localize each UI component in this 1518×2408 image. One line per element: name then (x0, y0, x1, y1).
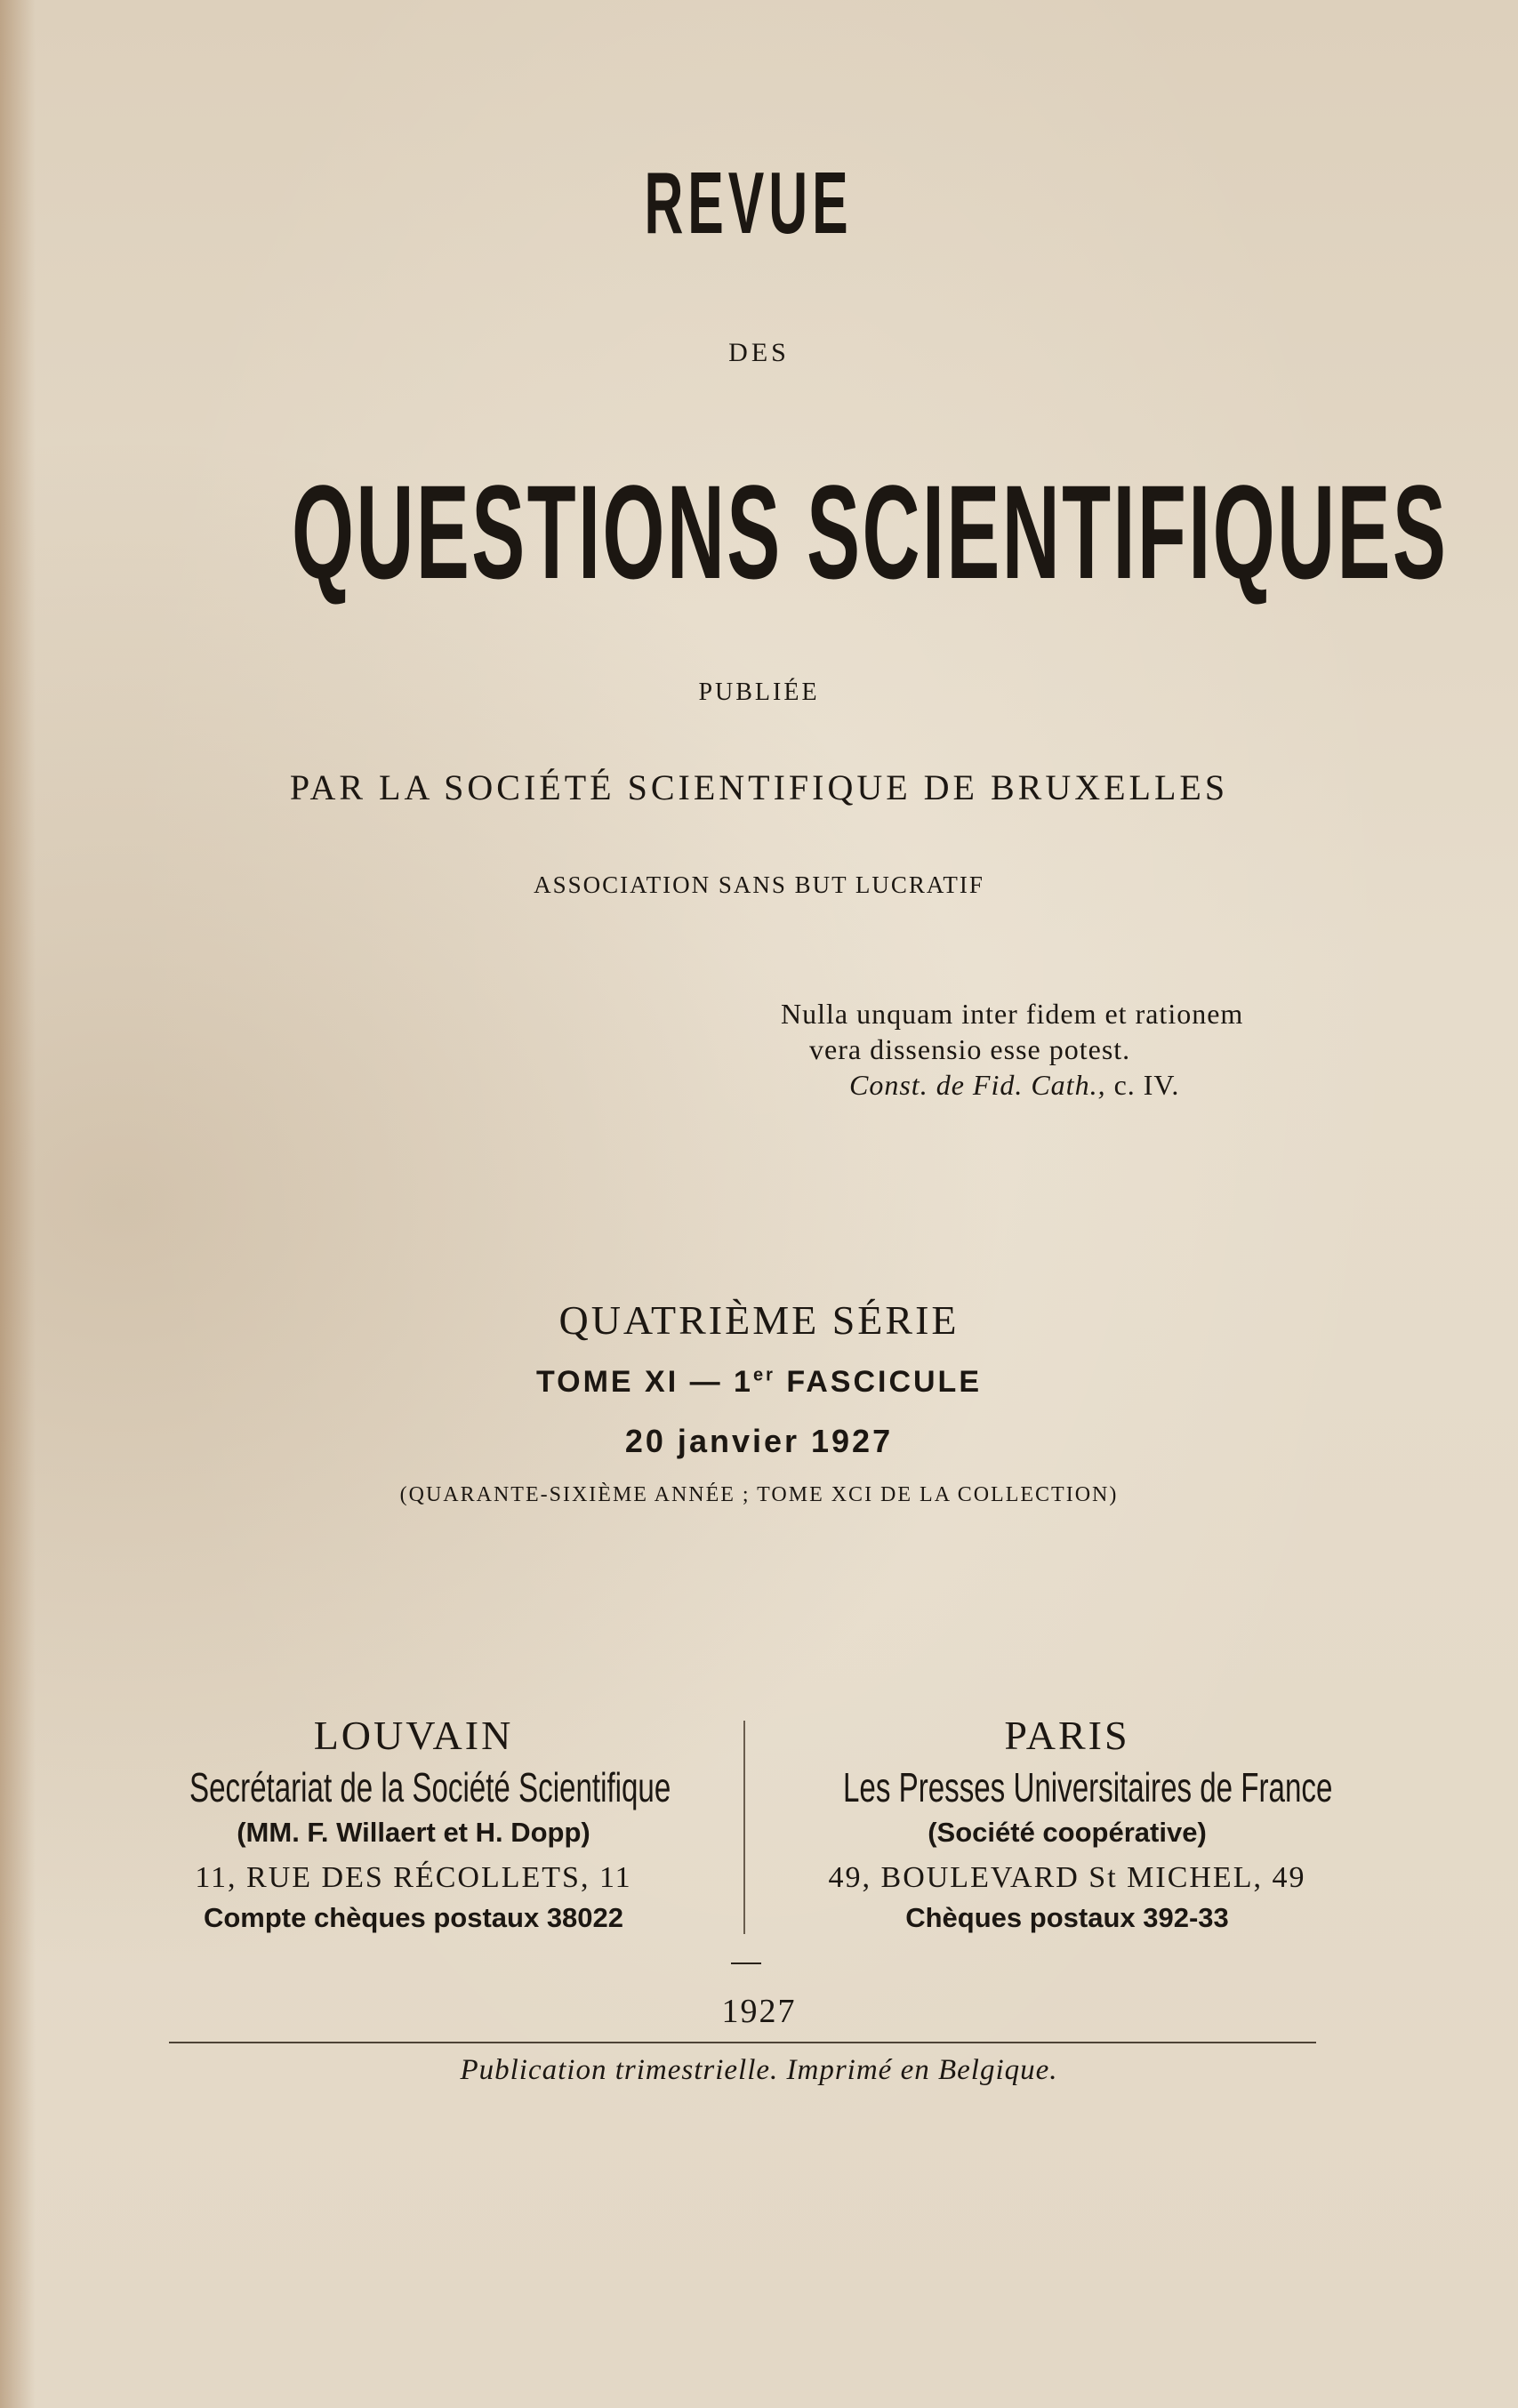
column-divider (743, 1721, 745, 1934)
tome-superscript: er (752, 1365, 775, 1385)
motto-line-1: Nulla unquam inter fidem et rationem (781, 998, 1244, 1030)
publisher-name: Les Presses Universitaires de France (843, 1764, 1333, 1810)
publisher-address: 11, RUE DES RÉCOLLETS, 11 (195, 1861, 632, 1894)
journal-title-des: DES (728, 338, 790, 367)
journal-title-revue: REVUE (644, 154, 853, 252)
publisher-line: PAR LA SOCIÉTÉ SCIENTIFIQUE DE BRUXELLES (289, 767, 1229, 807)
publisher-account: Chèques postaux 392-33 (905, 1902, 1229, 1933)
footer-rule (169, 2042, 1316, 2043)
motto-source-chapter: c. IV. (1113, 1069, 1180, 1101)
issue-date: 20 janvier 1927 (624, 1423, 894, 1459)
published-label: PUBLIÉE (698, 678, 820, 706)
tome-suffix: FASCICULE (775, 1365, 982, 1399)
motto-source (849, 1069, 1179, 1102)
publication-year: 1927 (721, 1993, 797, 2030)
year-note: (QUARANTE-SIXIÈME ANNÉE ; TOME XCI DE LA COLLECTION) (399, 1483, 1119, 1506)
journal-title-main: QUESTIONS SCIENTIFIQUES (291, 457, 1449, 606)
year-dash (731, 1963, 761, 1964)
series-label: QUATRIÈME SÉRIE (558, 1297, 960, 1343)
motto-source-title: Const. de Fid. Cath., (849, 1069, 1106, 1101)
motto-line-2: vera dissensio esse potest. (809, 1033, 1131, 1065)
footer-note: Publication trimestrielle. Imprimé en Belgique. (460, 2054, 1058, 2086)
publisher-paris (756, 1712, 1378, 1934)
publisher-name: Secrétariat de la Société Scientifique (189, 1764, 671, 1810)
publisher-city: PARIS (1004, 1713, 1130, 1758)
publisher-louvain (102, 1712, 725, 1934)
publisher-account: Compte chèques postaux 38022 (203, 1902, 624, 1933)
publisher-contact: (MM. F. Willaert et H. Dopp) (237, 1817, 590, 1848)
publisher-address: 49, BOULEVARD St MICHEL, 49 (828, 1861, 1306, 1894)
publisher-contact: (Société coopérative) (928, 1817, 1207, 1848)
publisher-city: LOUVAIN (313, 1713, 514, 1758)
tome-fascicule (0, 1365, 1518, 1400)
tome-prefix: TOME XI — 1 (535, 1365, 753, 1399)
association-line: ASSOCIATION SANS BUT LUCRATIF (534, 871, 984, 898)
